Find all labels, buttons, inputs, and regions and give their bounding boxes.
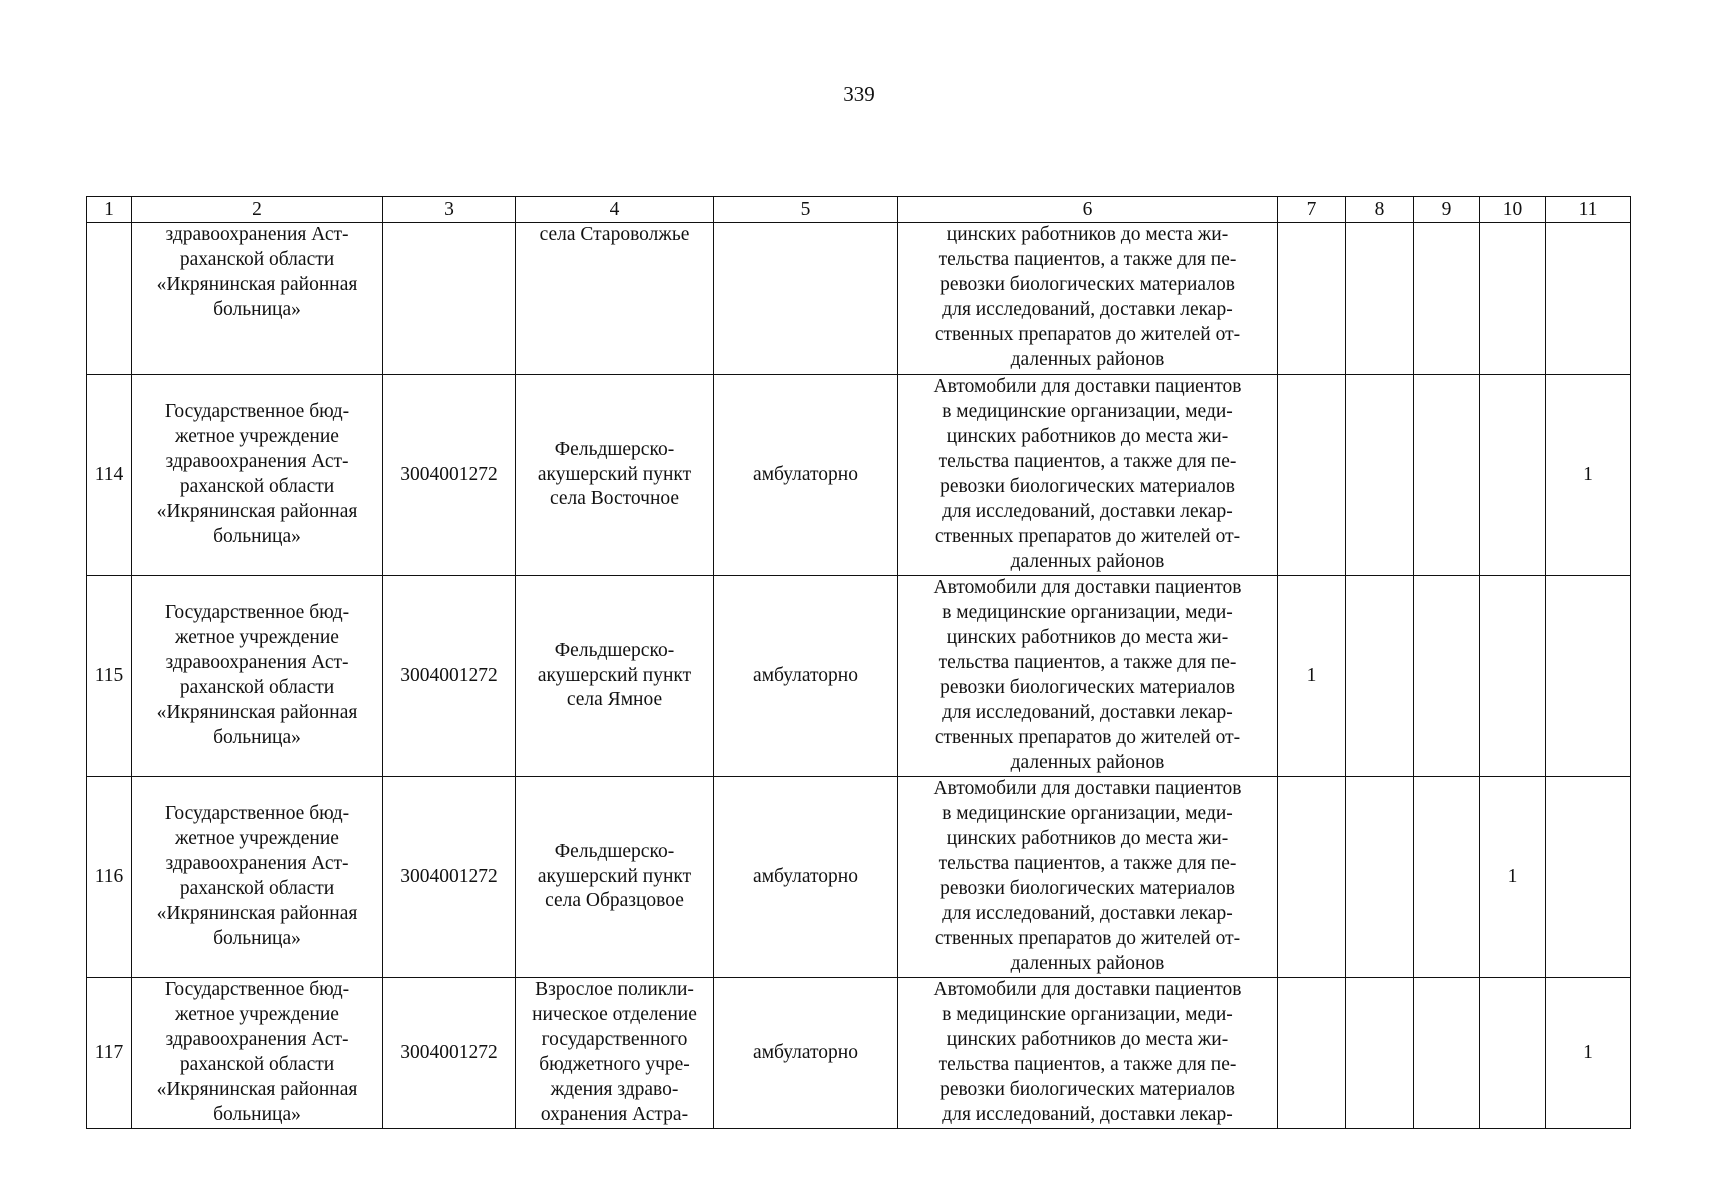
count-cell-9 <box>1414 375 1480 576</box>
count-cell-8 <box>1346 978 1414 1129</box>
count-cell-10: 1 <box>1480 777 1546 978</box>
facility-cell <box>516 777 714 978</box>
count-cell-10 <box>1480 978 1546 1129</box>
column-header-5: 5 <box>714 197 898 223</box>
count-cell-10 <box>1480 375 1546 576</box>
count-cell-10 <box>1480 223 1546 375</box>
facility-text: села Староволжье <box>539 224 690 245</box>
page-number: 339 <box>843 82 875 106</box>
row-number-cell: 116 <box>87 777 132 978</box>
organization-cell <box>132 777 383 978</box>
organization-text: Государственное бюд- жетное учреждение здравоохранения Аст- раханской области «Икрянинская районная больница» <box>156 401 358 547</box>
care-type-cell: амбулаторно <box>714 375 898 576</box>
care-type-cell: амбулаторно <box>714 576 898 777</box>
purpose-text: Автомобили для доставки пациентов в медицинские организации, меди- цинских работников до места жи- тельства пациентов, а также для пе- ревозки биологических материалов для исследований, доставки лекар- <box>933 979 1242 1125</box>
purpose-cell <box>898 978 1278 1129</box>
table-row-117 <box>87 978 1631 1129</box>
organization-text: Государственное бюд- жетное учреждение здравоохранения Аст- раханской области «Икрянинская районная больница» <box>156 602 358 748</box>
purpose-cell <box>898 223 1278 375</box>
count-cell-7 <box>1278 978 1346 1129</box>
count-cell-11: 1 <box>1546 978 1631 1129</box>
count-cell-8 <box>1346 223 1414 375</box>
purpose-text: Автомобили для доставки пациентов в медицинские организации, меди- цинских работников до места жи- тельства пациентов, а также для пе- ревозки биологических материалов для исследований, доставки лекар- ственных препаратов до жителей от- даленных районов <box>933 577 1242 773</box>
column-header-2: 2 <box>132 197 383 223</box>
column-header-6: 6 <box>898 197 1278 223</box>
table-row-continued <box>87 223 1631 375</box>
facility-text: Фельдшерско- акушерский пункт села Ямное <box>537 639 692 711</box>
table-row-116 <box>87 777 1631 978</box>
purpose-cell <box>898 375 1278 576</box>
column-header-7: 7 <box>1278 197 1346 223</box>
count-cell-9 <box>1414 223 1480 375</box>
inn-cell: 3004001272 <box>383 978 516 1129</box>
facility-cell <box>516 375 714 576</box>
facility-cell <box>516 978 714 1129</box>
count-cell-7 <box>1278 777 1346 978</box>
organization-cell <box>132 576 383 777</box>
facility-text: Взрослое поликли- ническое отделение государственного бюджетного учре- ждения здраво- охранения Астра- <box>532 979 697 1125</box>
count-cell-11 <box>1546 223 1631 375</box>
purpose-text: цинских работников до места жи- тельства пациентов, а также для пе- ревозки биологических материалов для исследований, доставки лекар- ственных препаратов до жителей от- даленных районов <box>934 224 1241 370</box>
count-cell-9 <box>1414 576 1480 777</box>
care-type-cell: амбулаторно <box>714 777 898 978</box>
table-row-115 <box>87 576 1631 777</box>
count-cell-9 <box>1414 978 1480 1129</box>
count-cell-9 <box>1414 777 1480 978</box>
purpose-text: Автомобили для доставки пациентов в медицинские организации, меди- цинских работников до места жи- тельства пациентов, а также для пе- ревозки биологических материалов для исследований, доставки лекар- ственных препаратов до жителей от- даленных районов <box>933 376 1242 572</box>
column-header-4: 4 <box>516 197 714 223</box>
count-cell-11 <box>1546 576 1631 777</box>
count-cell-8 <box>1346 375 1414 576</box>
column-header-11: 11 <box>1546 197 1631 223</box>
count-cell-7: 1 <box>1278 576 1346 777</box>
purpose-text: Автомобили для доставки пациентов в медицинские организации, меди- цинских работников до места жи- тельства пациентов, а также для пе- ревозки биологических материалов для исследований, доставки лекар- ственных препаратов до жителей от- даленных районов <box>933 778 1242 974</box>
count-cell-8 <box>1346 576 1414 777</box>
organization-cell <box>132 978 383 1129</box>
vehicle-allocation-table <box>86 196 1631 1129</box>
purpose-cell <box>898 576 1278 777</box>
column-header-9: 9 <box>1414 197 1480 223</box>
count-cell-10 <box>1480 576 1546 777</box>
inn-cell <box>383 223 516 375</box>
organization-cell <box>132 375 383 576</box>
column-header-8: 8 <box>1346 197 1414 223</box>
row-number-cell: 115 <box>87 576 132 777</box>
facility-cell <box>516 223 714 375</box>
count-cell-8 <box>1346 777 1414 978</box>
column-number-header-row <box>87 197 1631 223</box>
facility-text: Фельдшерско- акушерский пункт села Образцовое <box>537 840 692 912</box>
row-number-cell: 114 <box>87 375 132 576</box>
row-number-cell <box>87 223 132 375</box>
count-cell-11 <box>1546 777 1631 978</box>
table-row-114 <box>87 375 1631 576</box>
care-type-cell: амбулаторно <box>714 978 898 1129</box>
organization-text: Государственное бюд- жетное учреждение здравоохранения Аст- раханской области «Икрянинская районная больница» <box>156 803 358 949</box>
count-cell-7 <box>1278 375 1346 576</box>
inn-cell: 3004001272 <box>383 375 516 576</box>
organization-text: Государственное бюд- жетное учреждение здравоохранения Аст- раханской области «Икрянинская районная больница» <box>156 979 358 1125</box>
count-cell-11: 1 <box>1546 375 1631 576</box>
column-header-3: 3 <box>383 197 516 223</box>
organization-cell <box>132 223 383 375</box>
purpose-cell <box>898 777 1278 978</box>
inn-cell: 3004001272 <box>383 777 516 978</box>
facility-cell <box>516 576 714 777</box>
inn-cell: 3004001272 <box>383 576 516 777</box>
count-cell-7 <box>1278 223 1346 375</box>
facility-text: Фельдшерско- акушерский пункт села Восточное <box>537 438 692 510</box>
column-header-1: 1 <box>87 197 132 223</box>
care-type-cell <box>714 223 898 375</box>
organization-text: здравоохранения Аст- раханской области «Икрянинская районная больница» <box>156 224 358 320</box>
row-number-cell: 117 <box>87 978 132 1129</box>
column-header-10: 10 <box>1480 197 1546 223</box>
